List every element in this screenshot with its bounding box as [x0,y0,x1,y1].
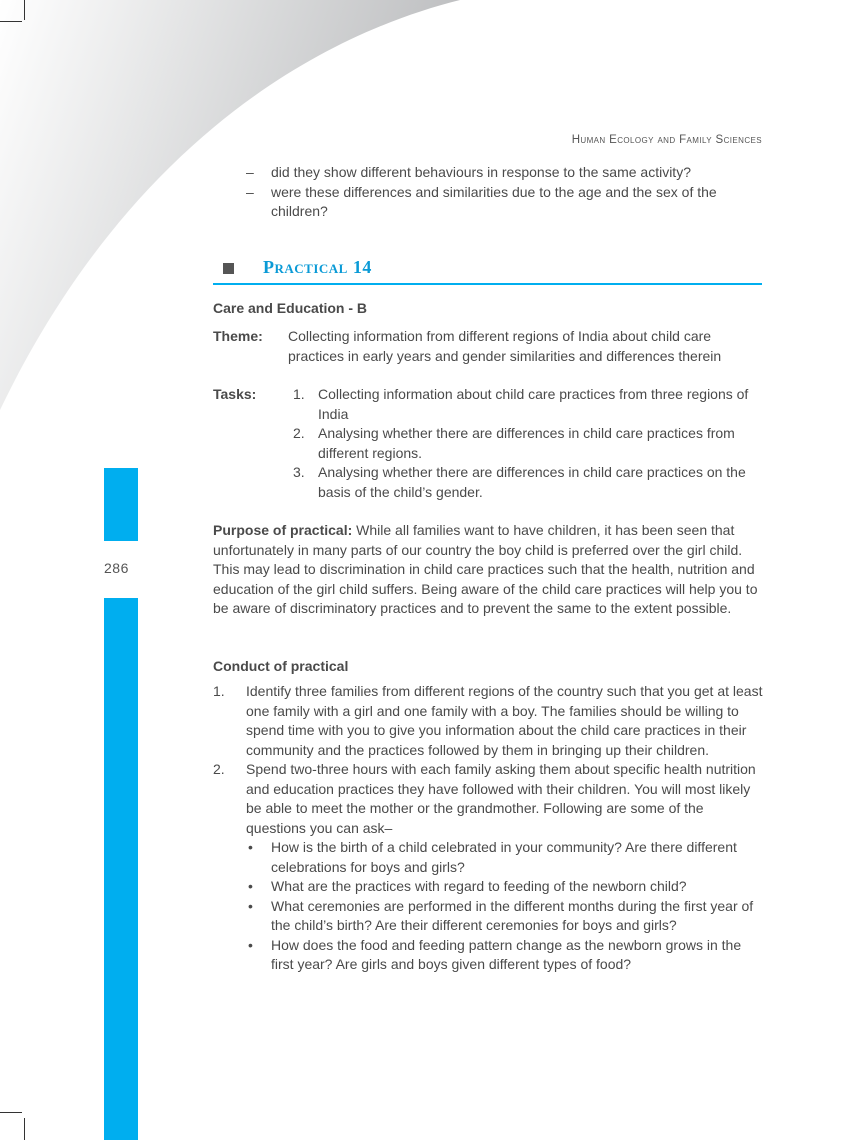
question-item [246,897,763,936]
task-number: 2. [293,425,305,441]
task-item [293,424,763,463]
purpose-paragraph [213,521,765,619]
question-list [246,838,763,975]
dash-marker: – [246,183,254,200]
bullet-icon: • [248,878,253,894]
practical-subtitle: Care and Education - B [213,300,368,316]
tasks-label: Tasks: [213,386,257,402]
sidebar-accent-bar-top [104,468,138,541]
tasks-list [293,385,763,502]
step-text: Spend two-three hours with each family asking them about specific health nutrition and education practices they have followed with their children. You will most likely be able to meet the mother or the grandmother. Following are some of the questions you can ask– [246,761,756,836]
bullet-icon: • [248,897,253,914]
question-item [246,936,763,975]
question-item [246,877,763,897]
theme-text: Collecting information from different regions of India about child care practices in early years and gender similarities and differences therein [288,328,722,364]
crop-mark [0,1112,22,1113]
list-item-text: did they show different behaviours in response to the same activity? [271,164,691,180]
page-number: 286 [104,560,129,576]
continued-question-list [246,163,762,222]
step-text: Identify three families from different regions of the country such that you get at least one family with a girl and one family with a boy. The families should be willing to spend time with you to give you information about the child care practices in their community and the practices followed by them in bringing up their children. [246,683,763,758]
task-number: 3. [293,464,305,480]
bullet-icon: • [248,936,253,953]
list-item-text: were these differences and similarities due to the age and the sex of the children? [271,183,717,219]
crop-mark [0,21,22,22]
running-header: Human Ecology and Family Sciences [571,134,762,146]
question-text: How is the birth of a child celebrated in your community? Are there different celebrations for boys and girls? [271,839,737,875]
task-number: 1. [293,386,305,402]
task-item [293,385,763,424]
conduct-steps-list [213,682,763,975]
bullet-icon: • [248,839,253,855]
question-text: What are the practices with regard to feeding of the newborn child? [271,878,687,894]
step-number: 1. [213,683,225,699]
theme-label: Theme: [213,328,263,344]
practical-title: Practical 14 [263,257,372,277]
conduct-step [213,760,763,975]
step-number: 2. [213,761,225,777]
crop-mark [24,1118,25,1140]
square-bullet-icon [223,263,234,274]
task-text: Collecting information about child care practices from three regions of India [318,386,749,422]
question-item [246,838,763,877]
conduct-heading: Conduct of practical [213,658,349,674]
purpose-label: Purpose of practical: [213,522,353,538]
question-text: How does the food and feeding pattern change as the newborn grows in the first year? Are girls and boys given different types of food? [271,936,742,972]
task-text: Analysing whether there are differences in child care practices from different regions. [318,425,735,461]
conduct-step [213,682,763,760]
dash-marker: – [246,164,254,180]
question-text: What ceremonies are performed in the different months during the first year of the child’s birth? Are their different ceremonies for boys and girls? [271,897,754,933]
list-item [246,163,762,183]
practical-heading [213,257,762,285]
sidebar-accent-bar-bottom [104,598,138,1140]
purpose-text: While all families want to have children, it has been seen that unfortunately in many parts of our country the boy child is preferred over the girl child. This may lead to discrimination in child care practices such that the health, nutrition and education of the girl child suffers. Being aware of the child care practices will help you to be aware of discriminatory practices and to prevent the same to the extent possible. [213,522,758,616]
list-item [246,183,762,222]
crop-mark [24,0,25,20]
task-item [293,463,763,502]
task-text: Analysing whether there are differences in child care practices on the basis of the child’s gender. [318,464,746,500]
